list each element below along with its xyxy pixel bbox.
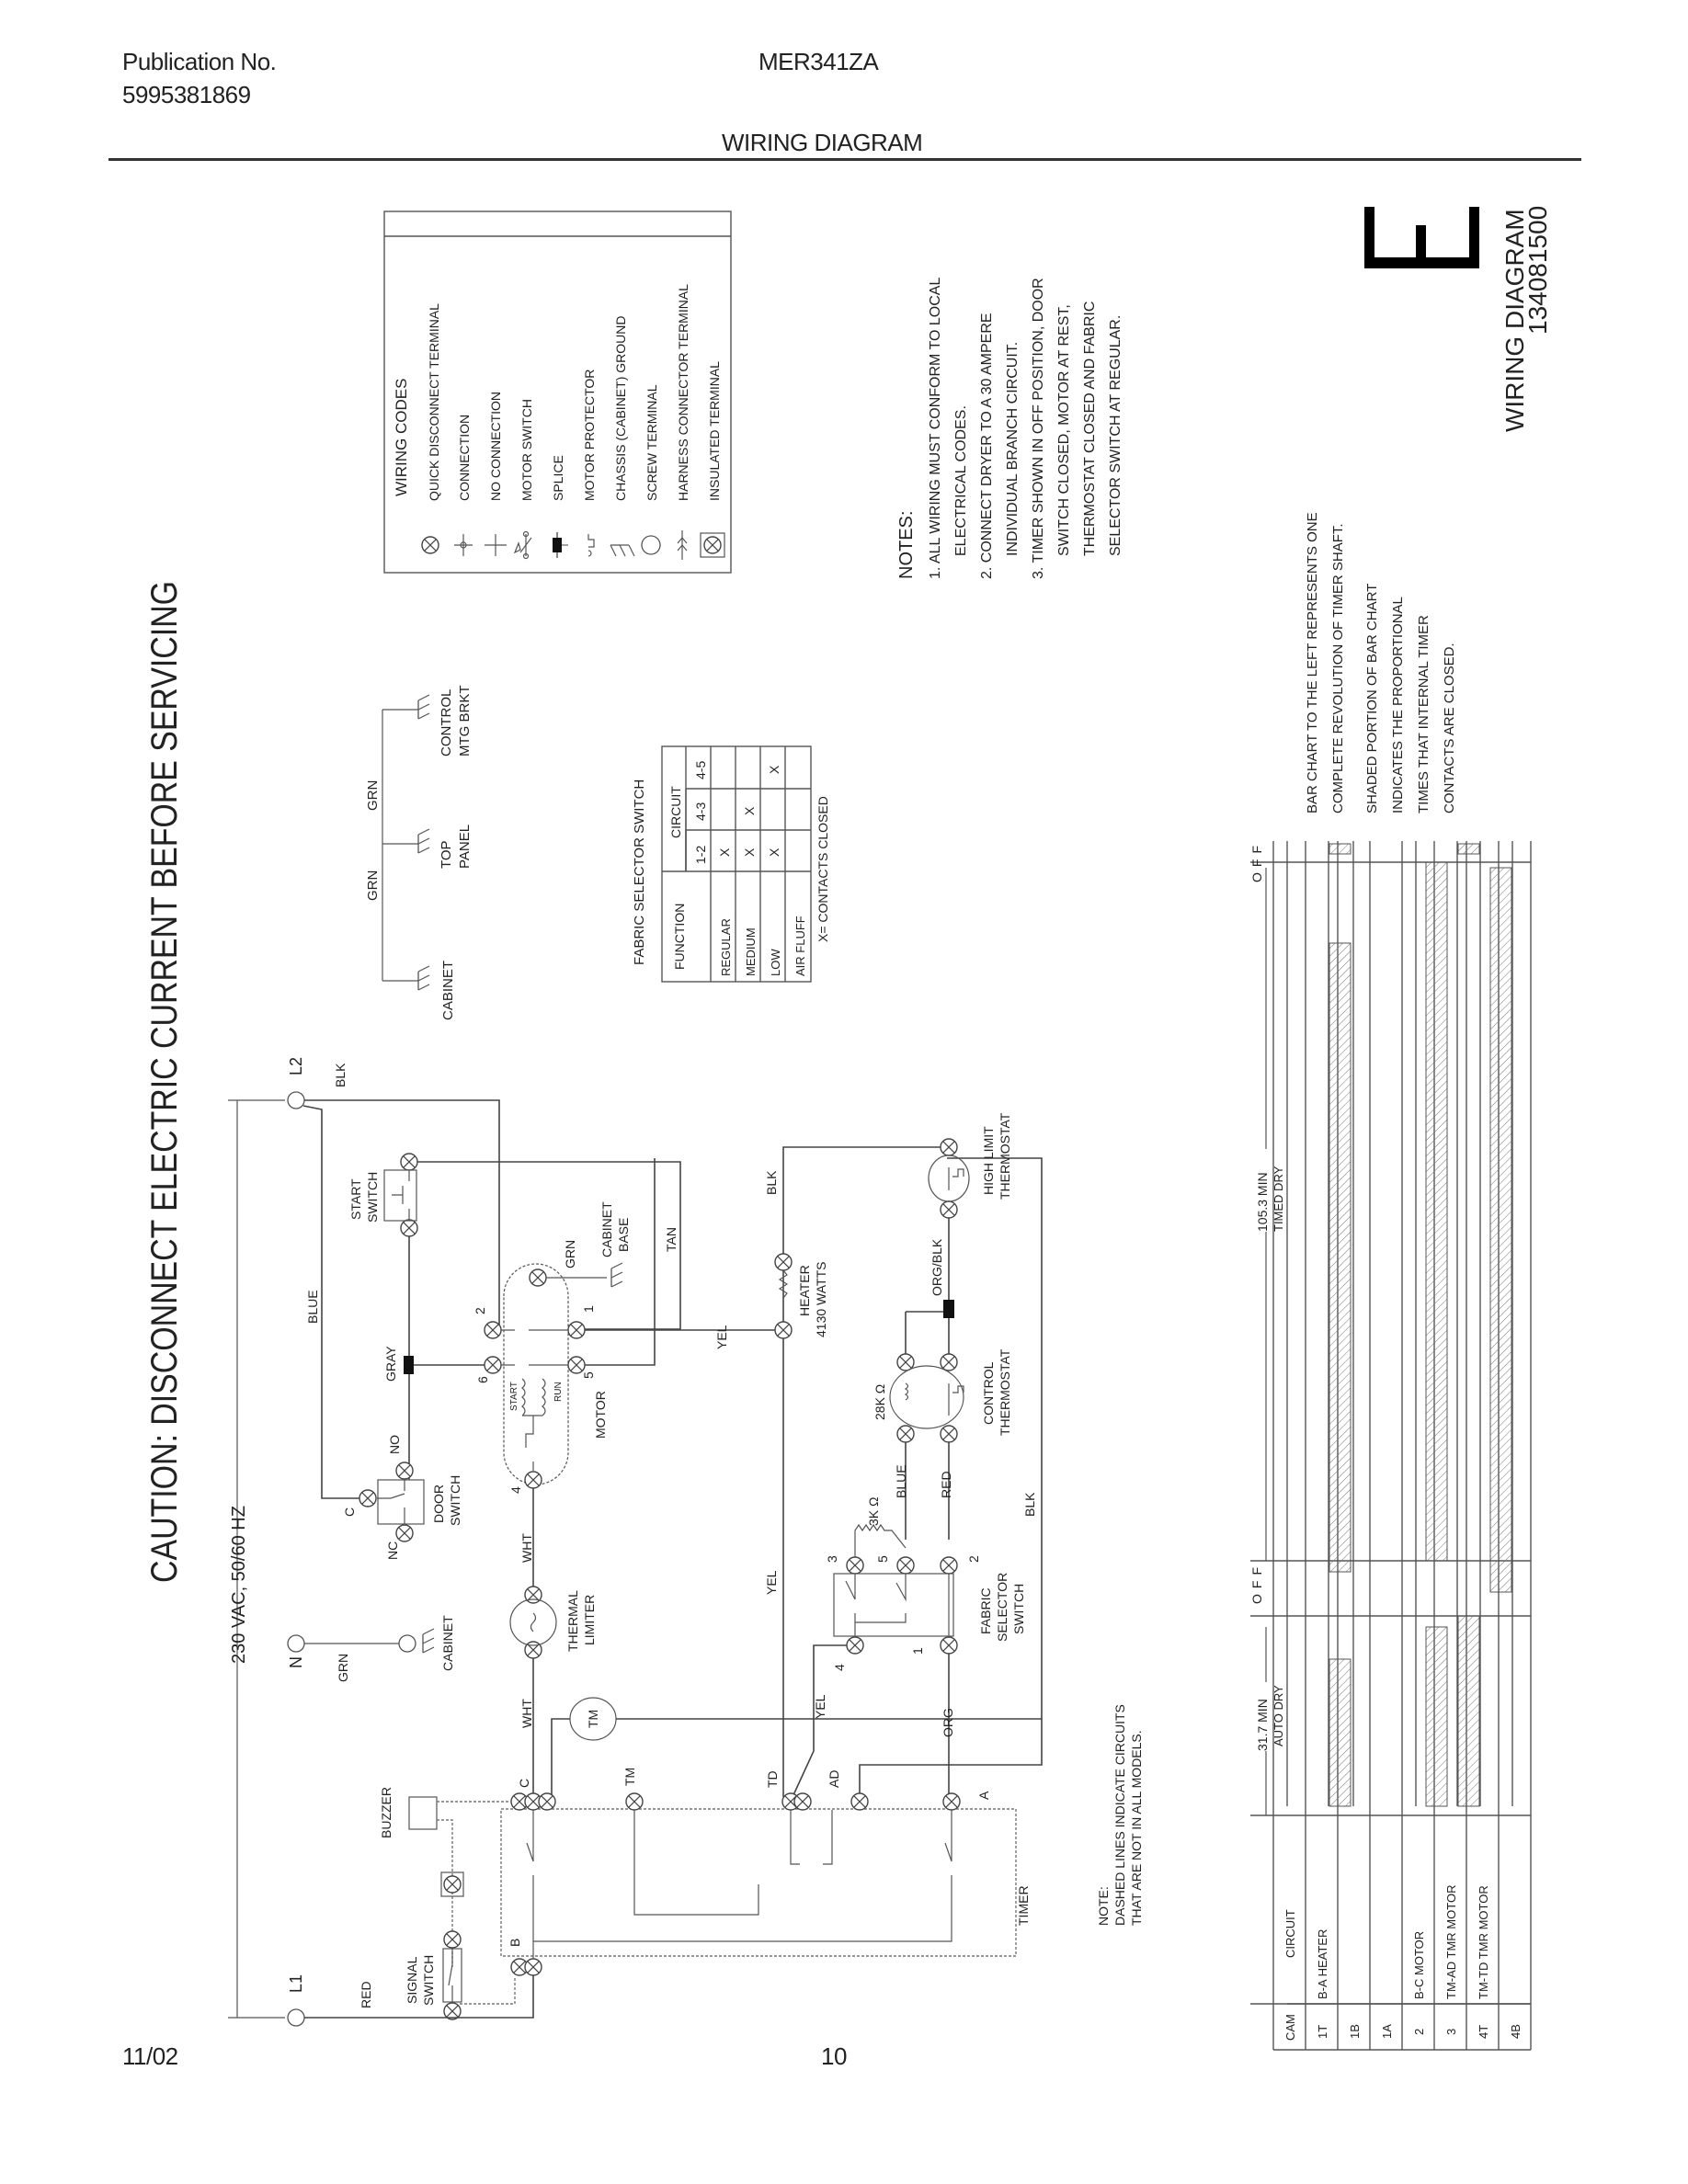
note-line: ELECTRICAL CODES. xyxy=(953,405,969,556)
model-number: MER341ZA xyxy=(758,48,879,75)
wiring-codes-legend xyxy=(384,211,731,573)
wire-label: BLUE xyxy=(894,1464,908,1498)
publication-number: 5995381869 xyxy=(122,81,251,108)
table-legend: X= CONTACTS CLOSED xyxy=(815,796,830,942)
wire-label: BLK xyxy=(764,1170,779,1195)
cam-circuit: B-C MOTOR xyxy=(1412,1930,1426,1999)
motor-switch-icon xyxy=(515,532,531,559)
dashed-note: THAT ARE NOT IN ALL MODELS. xyxy=(1129,1730,1144,1926)
supply-voltage: 230 VAC, 50/60 HZ xyxy=(229,1506,249,1664)
title-block-number: 134081500 xyxy=(1523,205,1552,335)
splice-icon xyxy=(943,1300,954,1318)
note-line: SWITCH CLOSED, MOTOR AT REST, xyxy=(1056,304,1072,556)
legend-label: NO CONNECTION xyxy=(488,392,503,501)
note-line: COMPLETE REVOLUTION OF TIMER SHAFT. xyxy=(1330,523,1346,813)
timed-dry-label: TIMED DRY xyxy=(1272,1166,1285,1232)
wire-label: BLK xyxy=(1022,1492,1037,1517)
motor-pin: 4 xyxy=(508,1486,523,1494)
insulated-terminal-icon xyxy=(701,533,724,557)
thermal-limiter-label: LIMITER xyxy=(582,1594,597,1645)
e-logo-icon xyxy=(1364,207,1479,268)
cabinet-base-label: BASE xyxy=(616,1217,631,1252)
page-title: WIRING DIAGRAM xyxy=(722,129,923,156)
wire-label: GRN xyxy=(365,779,381,811)
wire-label: RED xyxy=(939,1471,953,1498)
title-block-title: WIRING DIAGRAM xyxy=(1500,209,1529,432)
timer-pin-a: A xyxy=(976,1791,991,1800)
heater-label: HEATER xyxy=(797,1265,812,1316)
resistance-28k: 28K Ω xyxy=(873,1383,887,1420)
cam-id: 1B xyxy=(1348,2024,1362,2039)
connection-icon xyxy=(454,534,473,556)
door-switch-no: NO xyxy=(387,1435,402,1454)
note-line: 3. TIMER SHOWN IN OFF POSITION, DOOR xyxy=(1031,278,1046,579)
resistance-3k: 3K Ω xyxy=(866,1496,881,1526)
auto-dry-label: AUTO DRY xyxy=(1272,1685,1285,1746)
control-thermostat-label: CONTROL xyxy=(981,1361,996,1425)
table-function: MEDIUM xyxy=(744,927,758,976)
ground-bus xyxy=(365,686,473,1021)
fabric-switch-label: SWITCH xyxy=(1011,1583,1026,1634)
bar-chart-note xyxy=(1305,512,1457,813)
dashed-note: DASHED LINES INDICATE CIRCUITS xyxy=(1112,1704,1127,1926)
wiring-codes-title: WIRING CODES xyxy=(393,378,410,496)
motor-protector-icon xyxy=(588,534,594,556)
ground-label-top-panel: TOP xyxy=(439,840,454,869)
cam-id: 1A xyxy=(1380,2024,1394,2039)
note-line: CONTACTS ARE CLOSED. xyxy=(1442,643,1457,813)
motor-run-winding: RUN xyxy=(553,1382,564,1402)
fabric-selector-table xyxy=(632,746,830,982)
note-line: 1. ALL WIRING MUST CONFORM TO LOCAL xyxy=(928,277,943,579)
buzzer-label: BUZZER xyxy=(379,1787,393,1838)
cam-id: 2 xyxy=(1412,2028,1426,2035)
wire-label: GRN xyxy=(365,870,381,901)
cam-header: CAM xyxy=(1283,2014,1297,2041)
wire-label: TAN xyxy=(664,1227,679,1252)
off-label: OFF xyxy=(1249,840,1264,882)
note-line: INDIVIDUAL BRANCH CIRCUIT. xyxy=(1005,341,1021,556)
door-switch-label: SWITCH xyxy=(448,1474,462,1526)
fabric-pin: 3 xyxy=(825,1555,839,1563)
wire-label: WHT xyxy=(519,1533,534,1563)
table-cell: X xyxy=(767,847,781,857)
wire-label: ORG/BLK xyxy=(930,1238,944,1296)
notes-title: NOTES: xyxy=(896,510,917,579)
publication-label: Publication No. xyxy=(122,48,277,75)
title-block xyxy=(1364,206,1552,432)
wire-label: YEL xyxy=(714,1325,729,1349)
timer-pin-ad: AD xyxy=(827,1769,841,1788)
quick-disconnect-terminal-icon xyxy=(422,537,439,553)
door-switch-c: C xyxy=(342,1507,357,1517)
cam-id: 4T xyxy=(1477,2024,1490,2039)
note-line: BAR CHART TO THE LEFT REPRESENTS ONE xyxy=(1305,512,1320,813)
note-line: INDICATES THE PROPORTIONAL xyxy=(1390,597,1406,813)
table-header-circuit: CIRCUIT xyxy=(668,786,683,838)
table-title: FABRIC SELECTOR SWITCH xyxy=(632,779,647,965)
legend-label: CHASSIS (CABINET) GROUND xyxy=(613,315,628,501)
timer-pin-c: C xyxy=(517,1778,531,1788)
legend-label: HARNESS CONNECTOR TERMINAL xyxy=(676,284,690,501)
cabinet-base-label: CABINET xyxy=(599,1201,614,1257)
legend-label: INSULATED TERMINAL xyxy=(707,361,722,501)
wire-label: YEL xyxy=(813,1694,827,1719)
cam-circuit: TM-TD TMR MOTOR xyxy=(1477,1885,1490,1999)
motor-pin: 2 xyxy=(473,1307,487,1314)
note-line: THERMOSTAT CLOSED AND FABRIC xyxy=(1082,301,1098,556)
high-limit-label: HIGH LIMIT xyxy=(981,1126,996,1195)
timer-pin-b: B xyxy=(508,1938,522,1947)
splice-icon xyxy=(553,532,568,558)
off-label: OFF xyxy=(1249,1562,1264,1604)
high-limit-label: THERMOSTAT xyxy=(998,1112,1012,1200)
note-line: SHADED PORTION OF BAR CHART xyxy=(1364,583,1380,813)
cam-id: 3 xyxy=(1444,2028,1458,2035)
terminal-n: N xyxy=(287,1656,305,1668)
fabric-pin: 2 xyxy=(966,1555,981,1563)
start-switch-label: SWITCH xyxy=(365,1171,380,1223)
auto-dry-duration: 31.7 MIN xyxy=(1255,1699,1270,1751)
door-switch-nc: NC xyxy=(385,1541,400,1560)
table-header-function: FUNCTION xyxy=(672,903,687,970)
signal-switch-label: SWITCH xyxy=(421,1954,436,2006)
legend-label: SPLICE xyxy=(551,455,565,501)
terminal-l1: L1 xyxy=(287,1974,305,1993)
timer-label: TIMER xyxy=(1016,1885,1031,1926)
table-cell: X xyxy=(717,847,732,857)
cam-id: 4B xyxy=(1509,2024,1523,2039)
timer-motor-label: TM xyxy=(586,1709,600,1728)
wire-label: BLK xyxy=(333,1063,348,1087)
cam-id: 1T xyxy=(1316,2024,1329,2039)
motor-pin: 6 xyxy=(475,1376,490,1383)
motor-pin: 1 xyxy=(581,1305,596,1313)
harness-connector-terminal-icon xyxy=(678,530,687,560)
heater-label: 4130 WATTS xyxy=(814,1261,828,1337)
caution-banner: CAUTION: DISCONNECT ELECTRIC CURRENT BEFORE SERVICING xyxy=(144,400,185,1583)
fabric-switch-label: FABRIC xyxy=(978,1587,993,1634)
fabric-pin: 1 xyxy=(910,1647,925,1655)
note-line: SELECTOR SWITCH AT REGULAR. xyxy=(1108,314,1123,556)
wire-label: GRAY xyxy=(383,1346,398,1382)
fabric-switch-label: SELECTOR xyxy=(995,1572,1009,1642)
motor-label: MOTOR xyxy=(593,1391,608,1439)
legend-label: CONNECTION xyxy=(457,414,472,501)
splice-icon xyxy=(404,1356,414,1374)
wire-label: WHT xyxy=(519,1699,534,1728)
ground-label-control-bracket: CONTROL xyxy=(439,688,454,756)
timer-bar-chart xyxy=(1249,840,1531,2050)
ground-label-control-bracket: MTG BRKT xyxy=(457,685,473,756)
legend-label: QUICK DISCONNECT TERMINAL xyxy=(427,303,441,501)
table-circuit: 4-3 xyxy=(693,802,708,821)
timer-pin-tm: TM xyxy=(622,1767,637,1786)
table-cell: X xyxy=(742,806,757,815)
wire-label: RED xyxy=(359,1981,373,2008)
table-circuit: 1-2 xyxy=(693,845,708,864)
schematic xyxy=(228,1057,1144,2026)
terminal-l2: L2 xyxy=(287,1056,305,1075)
footer-date: 11/02 xyxy=(122,2042,178,2070)
motor-start-winding: START xyxy=(509,1382,519,1411)
table-cell: X xyxy=(767,765,781,774)
table-function: AIR FLUFF xyxy=(793,916,807,976)
start-switch-label: START xyxy=(348,1178,363,1220)
wire-label: ORG xyxy=(941,1708,955,1737)
footer-page-number: 10 xyxy=(821,2042,847,2070)
wire-label: YEL xyxy=(764,1570,779,1595)
table-cell: X xyxy=(742,847,757,857)
ground-label-cabinet: CABINET xyxy=(440,960,456,1020)
legend-label: SCREW TERMINAL xyxy=(644,384,659,501)
legend-label: MOTOR SWITCH xyxy=(519,399,534,501)
fabric-pin: 5 xyxy=(875,1555,890,1563)
timer-pin-td: TD xyxy=(765,1770,780,1788)
control-thermostat-label: THERMOSTAT xyxy=(998,1348,1012,1436)
wire-label: BLUE xyxy=(305,1290,320,1324)
cam-circuit: B-A HEATER xyxy=(1316,1928,1329,1999)
wire-label: GRN xyxy=(336,1653,350,1682)
table-function: REGULAR xyxy=(719,918,733,976)
timed-dry-duration: 105.3 MIN xyxy=(1255,1172,1270,1232)
note-line: 2. CONNECT DRYER TO A 30 AMPERE xyxy=(979,313,995,579)
screw-terminal-icon xyxy=(642,536,660,554)
circuit-header: CIRCUIT xyxy=(1283,1909,1297,1958)
legend-label: MOTOR PROTECTOR xyxy=(582,369,597,501)
notes-block xyxy=(896,278,1123,579)
cam-circuit: TM-AD TMR MOTOR xyxy=(1444,1884,1458,1999)
table-circuit: 4-5 xyxy=(693,760,708,779)
no-connection-icon xyxy=(485,534,507,556)
fabric-pin: 4 xyxy=(832,1664,847,1671)
cabinet-ground-label: CABINET xyxy=(440,1615,455,1671)
dashed-note: NOTE: xyxy=(1096,1886,1111,1926)
signal-switch-label: SIGNAL xyxy=(405,1956,419,2004)
note-line: TIMES THAT INTERNAL TIMER xyxy=(1416,615,1431,813)
table-function: LOW xyxy=(769,949,782,976)
thermal-limiter-label: THERMAL xyxy=(565,1590,580,1652)
door-switch-label: DOOR xyxy=(431,1484,446,1523)
chassis-ground-icon xyxy=(610,545,634,556)
wire-label: GRN xyxy=(563,1239,577,1268)
motor-pin: 5 xyxy=(581,1371,596,1379)
ground-label-top-panel: PANEL xyxy=(457,824,473,869)
